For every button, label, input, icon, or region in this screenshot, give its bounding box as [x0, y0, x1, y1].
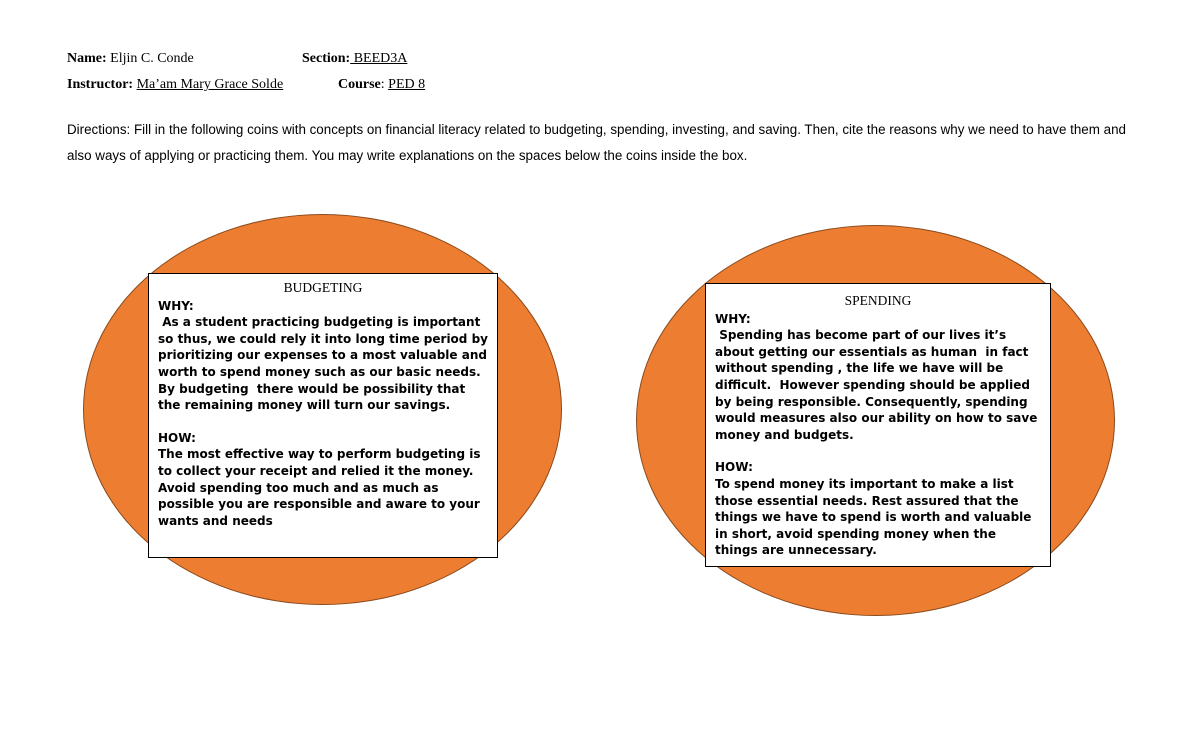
spending-box: [705, 283, 1051, 567]
box-title: BUDGETING: [283, 280, 363, 295]
section-label: Section:: [302, 51, 351, 66]
course-field: [338, 77, 425, 93]
how-label: HOW:: [158, 430, 196, 445]
course-label: Course: [338, 77, 381, 92]
budgeting-box: [148, 273, 498, 558]
how-text: The most effective way to perform budgeting is to collect your receipt and relied it the money. Avoid spending too much and as much as possible you are responsible and aware to your wants and needs: [158, 447, 481, 528]
name-field: [67, 51, 194, 67]
section-field: [302, 51, 407, 67]
how-text: To spend money its important to make a list those essential needs. Rest assured that the things we have to spend is worth and valuable in short, avoid spending money when the things are unnecessary.: [715, 476, 1032, 558]
course-value: PED 8: [388, 77, 426, 92]
name-label: Name:: [67, 51, 107, 66]
why-text: Spending has become part of our lives it’s about getting our essentials as human in fact without spending , the life we have will be difficult. However spending should be applied by being responsible. Consequently, spending would measures also our ability on how to save money and budgets.: [715, 328, 1042, 442]
directions-text: Directions: Fill in the following coins with concepts on financial literacy related to budgeting, spending, investing, and saving. Then, cite the reasons why we need to have them and also ways of applying or practicing them. You may write explanations on the spaces below the coins inside the box.: [67, 122, 1126, 163]
why-label: WHY:: [158, 298, 194, 313]
why-text: As a student practicing budgeting is important so thus, we could rely it into long time period by prioritizing our expenses to a most valuable and worth to spend money such as our basic needs. By budgeting there would be possibility that the remaining money will turn our savings.: [158, 315, 493, 413]
course-colon: :: [380, 77, 389, 92]
section-value: BEED3A: [350, 51, 408, 66]
box-title: SPENDING: [844, 293, 912, 308]
name-value: Eljin C. Conde: [110, 51, 194, 66]
instructor-label: Instructor:: [67, 77, 134, 92]
how-label: HOW:: [715, 460, 753, 475]
why-label: WHY:: [715, 311, 751, 326]
instructor-value: Ma’am Mary Grace Solde: [136, 77, 284, 92]
instructor-field: [67, 77, 283, 93]
